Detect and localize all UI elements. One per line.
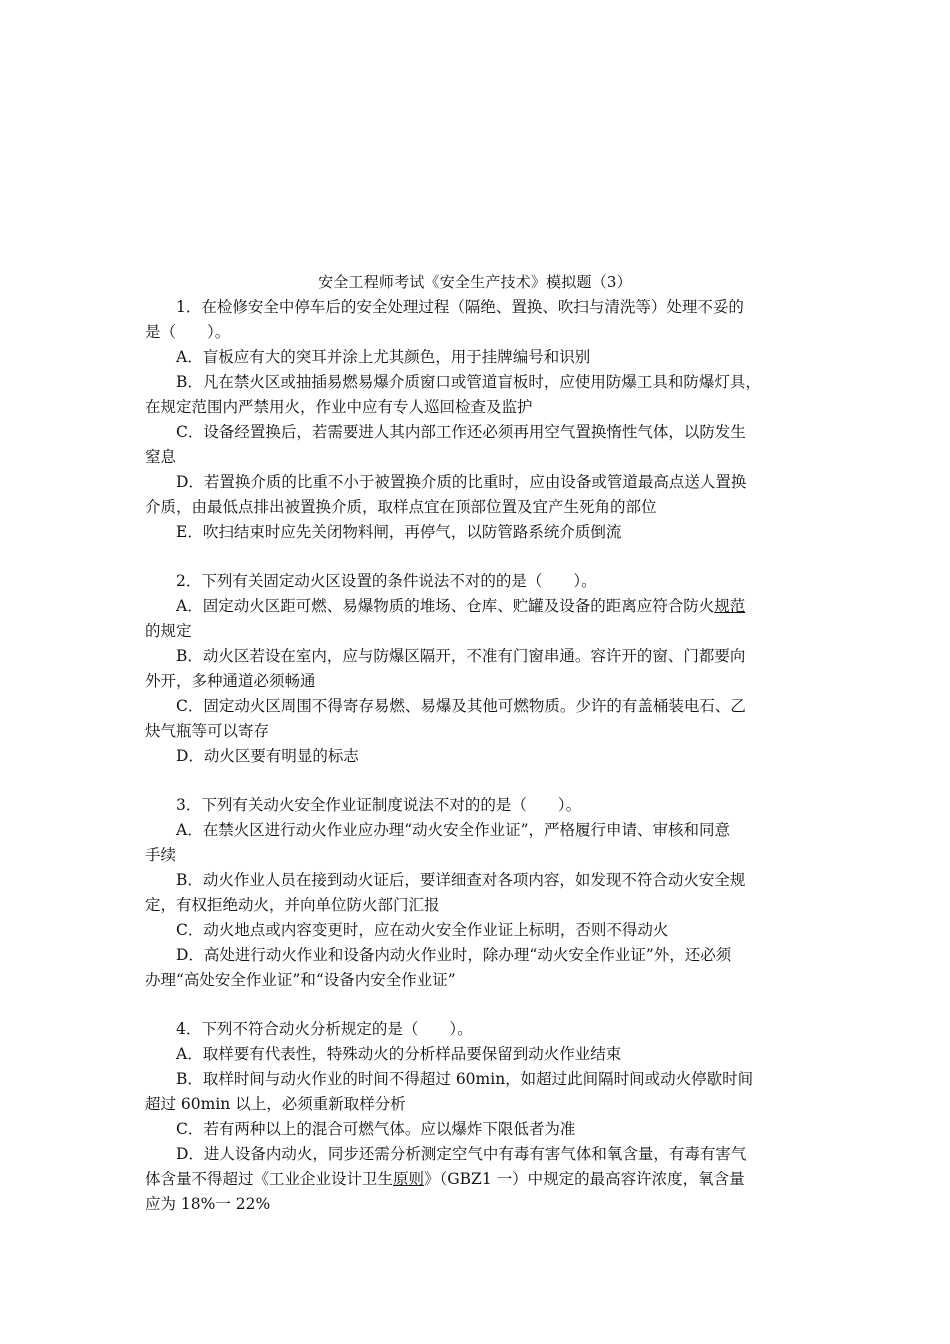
question-block	[145, 569, 805, 769]
question-line	[145, 1117, 805, 1142]
question-line	[145, 619, 805, 644]
line-text: C．设备经置换后，若需要进人其内部工作还必须再用空气置换惰性气体，以防发生	[176, 423, 746, 441]
question-line	[145, 669, 805, 694]
line-text: A．盲板应有大的突耳并涂上尤其颜色，用于挂牌编号和识别	[176, 348, 591, 366]
question-spacer	[145, 993, 805, 1017]
line-text: A．固定动火区距可燃、易爆物质的堆场、仓库、贮罐及设备的距离应符合防火	[176, 597, 715, 615]
line-text: 2．下列有关固定动火区设置的条件说法不对的的是（ ）。	[176, 572, 597, 590]
line-text: 炔气瓶等可以寄存	[145, 722, 270, 740]
question-line	[145, 1192, 805, 1217]
line-text: C．固定动火区周围不得寄存易燃、易爆及其他可燃物质。少许的有盖桶装电石、乙	[176, 697, 746, 715]
question-spacer	[145, 545, 805, 569]
question-line	[145, 594, 805, 619]
question-line	[145, 644, 805, 669]
question-line	[145, 968, 805, 993]
line-text: 是（ ）。	[145, 323, 231, 341]
question-line	[145, 345, 805, 370]
question-line	[145, 1142, 805, 1167]
line-text: 外开，多种通道必须畅通	[145, 672, 316, 690]
underlined-term: 规范	[714, 597, 746, 615]
question-line	[145, 893, 805, 918]
line-text: E．吹扫结束时应先关闭物料闸，再停气，以防管路系统介质倒流	[176, 523, 622, 541]
line-text: D．进人设备内动火，同步还需分析测定空气中有毒有害气体和氧含量，有毒有害气	[176, 1145, 747, 1163]
question-line	[145, 495, 805, 520]
question-line	[145, 395, 805, 420]
document-title: 安全工程师考试《安全生产技术》模拟题（3）	[318, 273, 632, 291]
question-block	[145, 295, 805, 545]
question-line	[145, 818, 805, 843]
question-line	[145, 793, 805, 818]
question-line	[145, 295, 805, 320]
line-text: C．动火地点或内容变更时，应在动火安全作业证上标明，否则不得动火	[176, 921, 669, 939]
line-text: 窒息	[145, 448, 177, 466]
question-line	[145, 744, 805, 769]
line-text: 应为 18%一 22%	[145, 1195, 271, 1213]
question-block	[145, 793, 805, 993]
line-text: D．若置换介质的比重不小于被置换介质的比重时，应由设备或管道最高点送人置换	[176, 473, 747, 491]
question-line	[145, 1167, 805, 1192]
line-text: 办理“高处安全作业证”和“设备内安全作业证”	[145, 971, 456, 989]
underlined-term: 原则	[393, 1170, 425, 1188]
question-line	[145, 1017, 805, 1042]
question-line	[145, 943, 805, 968]
line-text: 手续	[145, 846, 177, 864]
line-text-continued: 》（GBZ1 一）中规定的最高容许浓度，氧含量	[424, 1170, 745, 1188]
line-text: B．动火作业人员在接到动火证后，要详细查对各项内容，如发现不符合动火安全规	[176, 871, 746, 889]
question-block	[145, 1017, 805, 1217]
line-text: C．若有两种以上的混合可燃气体。应以爆炸下限低者为准	[176, 1120, 576, 1138]
line-text: 介质，由最低点排出被置换介质，取样点宜在顶部位置及宜产生死角的部位	[145, 498, 657, 516]
line-text: 超过 60min 以上，必须重新取样分析	[145, 1095, 406, 1113]
question-line	[145, 868, 805, 893]
question-line	[145, 918, 805, 943]
line-text: D．动火区要有明显的标志	[176, 747, 359, 765]
line-text: 3．下列有关动火安全作业证制度说法不对的的是（ ）。	[176, 796, 582, 814]
question-line	[145, 370, 805, 395]
line-text: 4．下列不符合动火分析规定的是（ ）。	[176, 1020, 473, 1038]
question-line	[145, 1042, 805, 1067]
question-line	[145, 520, 805, 545]
question-line	[145, 470, 805, 495]
question-list	[145, 295, 805, 1217]
line-text: D．高处进行动火作业和设备内动火作业时，除办理“动火安全作业证”外，还必须	[176, 946, 732, 964]
question-line	[145, 694, 805, 719]
question-line	[145, 1067, 805, 1092]
question-spacer	[145, 769, 805, 793]
line-text: 体含量不得超过《工业企业设计卫生	[145, 1170, 394, 1188]
line-text: B．动火区若设在室内，应与防爆区隔开，不准有门窗串通。容许开的窗、门都要向	[176, 647, 746, 665]
question-line	[145, 719, 805, 744]
line-text: B．取样时间与动火作业的时间不得超过 60min，如超过此间隔时间或动火停歇时间	[176, 1070, 754, 1088]
line-text: B．凡在禁火区或抽插易燃易爆介质窗口或管道盲板时，应使用防爆工具和防爆灯具，	[176, 373, 761, 391]
question-line	[145, 420, 805, 445]
document-page	[145, 270, 805, 1217]
question-line	[145, 843, 805, 868]
line-text: 1．在检修安全中停车后的安全处理过程（隔绝、置换、吹扫与清洗等）处理不妥的	[176, 298, 744, 316]
question-line	[145, 320, 805, 345]
line-text: 在规定范围内严禁用火，作业中应有专人巡回检查及监护	[145, 398, 533, 416]
line-text: A．在禁火区进行动火作业应办理“动火安全作业证”，严格履行申请、审核和同意	[176, 821, 731, 839]
line-text: 定，有权拒绝动火，并向单位防火部门汇报	[145, 896, 440, 914]
line-text: 的规定	[145, 622, 192, 640]
line-text: A．取样要有代表性，特殊动火的分析样品要保留到动火作业结束	[176, 1045, 622, 1063]
question-line	[145, 1092, 805, 1117]
question-line	[145, 445, 805, 470]
question-line	[145, 569, 805, 594]
